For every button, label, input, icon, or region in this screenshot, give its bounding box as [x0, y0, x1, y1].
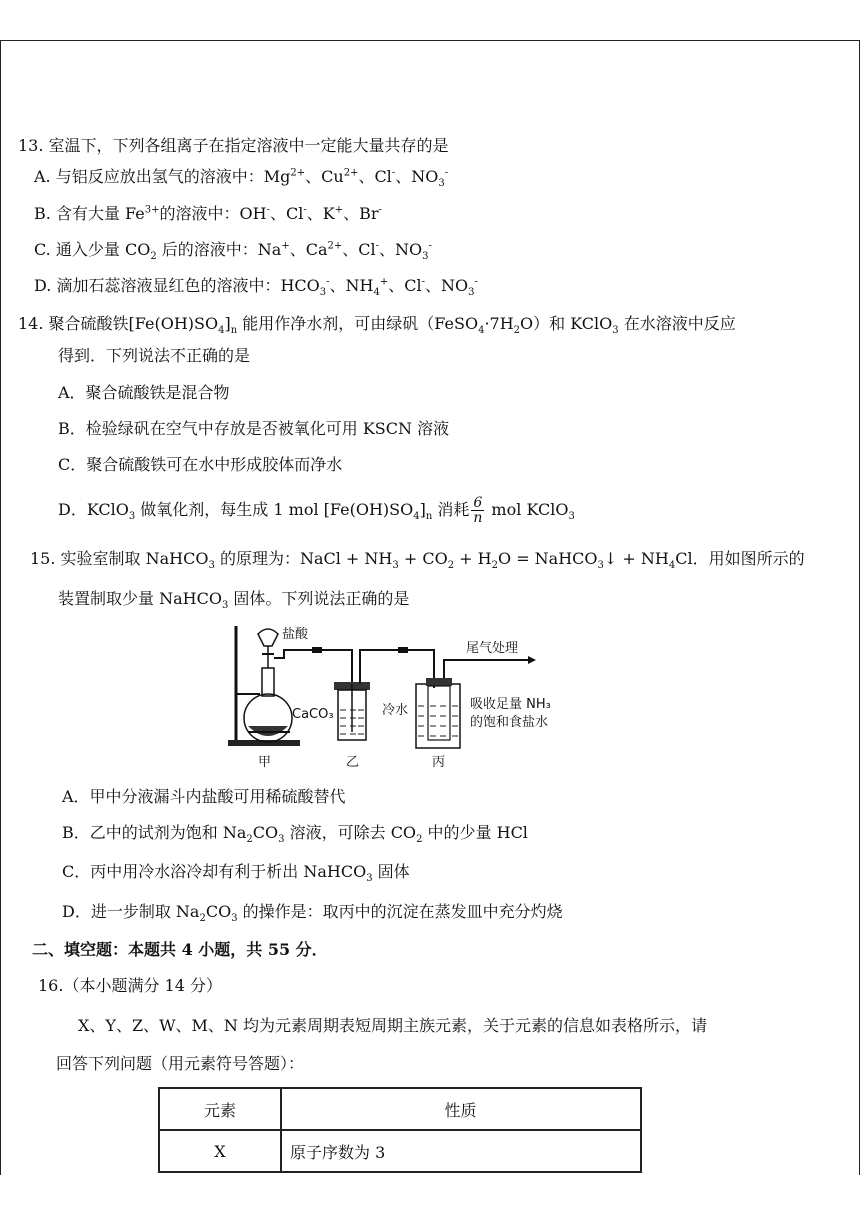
label-jia: 甲	[258, 755, 272, 770]
q13-option-c: C. 通入少量 $CO_2$ 后的溶液中：Na+、$Ca^{2+}$、Cl-、$NO_3^-$	[34, 240, 432, 263]
fraction: $\frac{6}{n}$	[473, 495, 483, 526]
q15-option-b: B．乙中的试剂为饱和 $Na_2CO_3$ 溶液，可除去 $CO_2$ 中的少量 HCl	[62, 823, 528, 846]
label-tail-gas: 尾气处理	[466, 641, 519, 656]
table-row	[159, 1130, 641, 1172]
q13-option-b: B. 含有大量 $Fe^{3+}$的溶液中：OH-、Cl-、K+、Br-	[34, 204, 382, 223]
label-hcl: 盐酸	[282, 627, 309, 642]
q15-stem-line1: 15. 实验室制取 NaHCO$_3$ 的原理为：NaCl + $NH_3 + CO_2 + H_2O$ = NaHCO$_3$↓ + $NH_4Cl$．用如图所示的	[30, 549, 805, 572]
cell-property: 原子序数为 3	[281, 1130, 641, 1172]
q14-option-a: A．聚合硫酸铁是混合物	[58, 383, 230, 402]
label-cold-water: 冷水	[382, 703, 409, 718]
label-absorb-1: 吸收足量 NH₃	[470, 697, 551, 712]
q15-stem-line2: 装置制取少量 NaHCO$_3$ 固体。下列说法正确的是	[58, 589, 410, 612]
q16-intro-line1: X、Y、Z、W、M、N 均为元素周期表短周期主族元素，关于元素的信息如表格所示，请	[78, 1016, 707, 1035]
q14-stem-line1: 14. 聚合硫酸铁$[Fe(OH)SO_4]_n$ 能用作净水剂，可由绿矾$(FeSO_4\cdot 7H_2O)$和 KClO$_3$ 在水溶液中反应	[18, 314, 736, 337]
label-yi: 乙	[346, 755, 360, 770]
q16-intro-line2: 回答下列问题（用元素符号答题）：	[56, 1054, 305, 1073]
q14-option-d: D．KClO$_3$ 做氧化剂，每生成 1 mol $[Fe(OH)SO_4]_n$ 消耗 $\frac{6}{n}$ mol KClO$_3$	[58, 495, 575, 526]
section-heading: 二、填空题：本题共 4 小题，共 55 分．	[32, 940, 328, 959]
label-caco3: CaCO₃	[292, 707, 334, 722]
page-border-top	[0, 40, 860, 41]
header-property: 性质	[281, 1088, 641, 1130]
q15-option-c: C．丙中用冷水浴冷却有利于析出 NaHCO$_3$ 固体	[62, 862, 410, 885]
q15-option-a: A．甲中分液漏斗内盐酸可用稀硫酸替代	[62, 787, 346, 806]
q13-stem: 13. 室温下，下列各组离子在指定溶液中一定能大量共存的是	[18, 136, 449, 155]
label-absorb-2: 的饱和食盐水	[470, 715, 549, 730]
q13-option-d: D. 滴加石蕊溶液显红色的溶液中：$HCO_3^-$、$NH_4^+$、Cl-、$NO_3^-$	[34, 276, 478, 299]
q13-option-a: A. 与铝反应放出氢气的溶液中：$Mg^{2+}$、$Cu^{2+}$、Cl-、$NO_3^-$	[34, 167, 449, 190]
label-bing: 丙	[432, 755, 446, 770]
apparatus-diagram	[228, 622, 578, 772]
q16-heading: 16.（本小题满分 14 分）	[38, 976, 222, 995]
q14-option-c: C．聚合硫酸铁可在水中形成胶体而净水	[58, 455, 343, 474]
q14-stem-line2: 得到．下列说法不正确的是	[58, 346, 251, 365]
cell-element: X	[159, 1130, 281, 1172]
page-border-left	[0, 40, 1, 1175]
q15-option-d: D．进一步制取 $Na_2CO_3$ 的操作是：取丙中的沉淀在蒸发皿中充分灼烧	[62, 902, 563, 925]
element-info-table	[158, 1087, 642, 1173]
q14-option-b: B．检验绿矾在空气中存放是否被氧化可用 KSCN 溶液	[58, 419, 450, 438]
table-header-row	[159, 1088, 641, 1130]
header-element: 元素	[159, 1088, 281, 1130]
